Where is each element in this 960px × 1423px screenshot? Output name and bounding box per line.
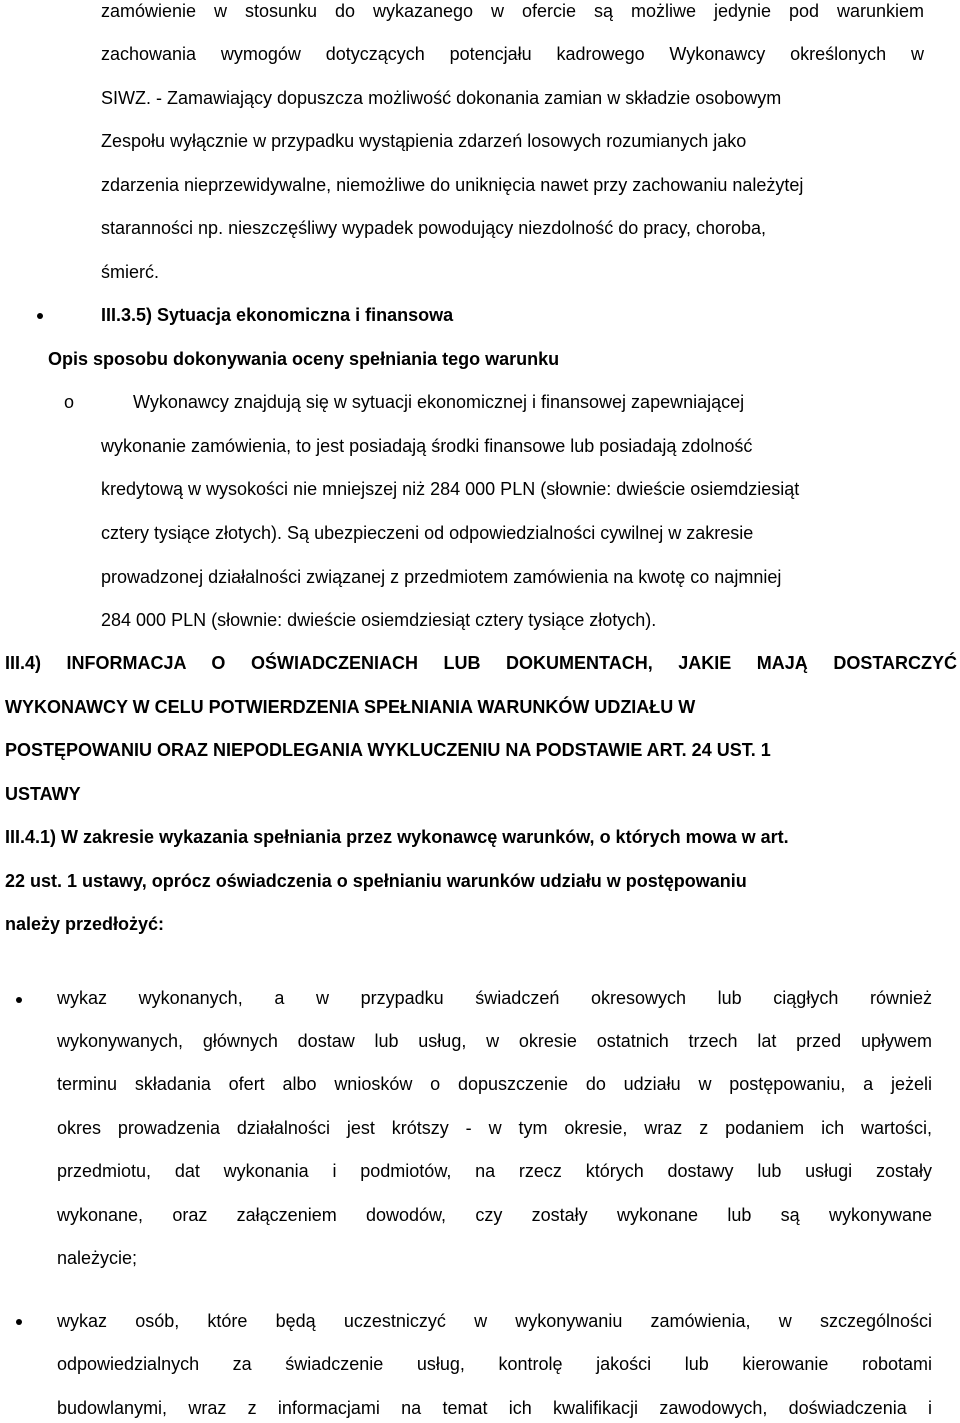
bullet-icon [16, 997, 22, 1003]
text-line: zamówienie w stosunku do wykazanego w ofercie są możliwe jedynie pod warunkiem [101, 1, 924, 21]
subsection-heading-line: III.4.1) W zakresie wykazania spełniania przez wykonawcę warunków, o których mowa w art. [5, 827, 789, 847]
text-line: terminu składania ofert albo wniosków o dopuszczenie do udziału w postępowaniu, a jeżeli [57, 1074, 932, 1094]
text-line: wykaz osób, które będą uczestniczyć w wykonywaniu zamówienia, w szczególności [57, 1311, 932, 1331]
section-subheading: Opis sposobu dokonywania oceny spełniania tego warunku [48, 349, 560, 369]
text-line: odpowiedzialnych za świadczenie usług, kontrolę jakości lub kierowanie robotami [57, 1354, 932, 1374]
section-heading-line: USTAWY [5, 784, 81, 804]
text-line: cztery tysiące złotych). Są ubezpieczeni od odpowiedzialności cywilnej w zakresie [101, 523, 754, 543]
text-line: okres prowadzenia działalności jest krótszy - w tym okresie, wraz z podaniem ich wartości, [57, 1118, 932, 1138]
bullet-icon [37, 313, 43, 319]
section-heading: III.3.5) Sytuacja ekonomiczna i finansowa [101, 305, 454, 325]
text-line: śmierć. [101, 262, 159, 282]
text-line: wykonanie zamówienia, to jest posiadają środki finansowe lub posiadają zdolność [101, 436, 753, 456]
circle-bullet-icon: o [64, 392, 75, 412]
text-line: Zespołu wyłącznie w przypadku wystąpienia zdarzeń losowych rozumianych jako [101, 131, 747, 151]
subsection-heading-line: 22 ust. 1 ustawy, oprócz oświadczenia o spełnianiu warunków udziału w postępowaniu [5, 871, 747, 891]
section-heading-line: POSTĘPOWANIU ORAZ NIEPODLEGANIA WYKLUCZENIU NA PODSTAWIE ART. 24 UST. 1 [5, 740, 771, 760]
text-line: SIWZ. - Zamawiający dopuszcza możliwość dokonania zamian w składzie osobowym [101, 88, 782, 108]
section-heading-line: WYKONAWCY W CELU POTWIERDZENIA SPEŁNIANIA WARUNKÓW UDZIAŁU W [5, 697, 696, 717]
text-line: wykonane, oraz załączeniem dowodów, czy zostały wykonane lub są wykonywane [57, 1205, 932, 1225]
text-line: zdarzenia nieprzewidywalne, niemożliwe do uniknięcia nawet przy zachowaniu należytej [101, 175, 804, 195]
text-line: kredytową w wysokości nie mniejszej niż 284 000 PLN (słownie: dwieście osiemdziesiąt [101, 479, 800, 499]
text-line: wykonywanych, głównych dostaw lub usług, w okresie ostatnich trzech lat przed upływem [57, 1031, 932, 1051]
section-heading-line: III.4) INFORMACJA O OŚWIADCZENIACH LUB DOKUMENTACH, JAKIE MAJĄ DOSTARCZYĆ [5, 653, 957, 673]
text-line: staranności np. nieszczęśliwy wypadek powodujący niezdolność do pracy, choroba, [101, 218, 767, 238]
text-line: przedmiotu, dat wykonania i podmiotów, na rzecz których dostawy lub usługi zostały [57, 1161, 932, 1181]
subsection-heading-line: należy przedłożyć: [5, 914, 165, 934]
text-line: budowlanymi, wraz z informacjami na temat ich kwalifikacji zawodowych, doświadczenia i [57, 1398, 932, 1418]
text-line: wykaz wykonanych, a w przypadku świadczeń okresowych lub ciągłych również [57, 988, 932, 1008]
text-line: 284 000 PLN (słownie: dwieście osiemdziesiąt cztery tysiące złotych). [101, 610, 657, 630]
text-line: Wykonawcy znajdują się w sytuacji ekonomicznej i finansowej zapewniającej [133, 392, 745, 412]
bullet-icon [16, 1319, 22, 1325]
text-line: należycie; [57, 1248, 138, 1268]
text-line: zachowania wymogów dotyczących potencjału kadrowego Wykonawcy określonych w [101, 44, 924, 64]
text-line: prowadzonej działalności związanej z przedmiotem zamówienia na kwotę co najmniej [101, 567, 782, 587]
